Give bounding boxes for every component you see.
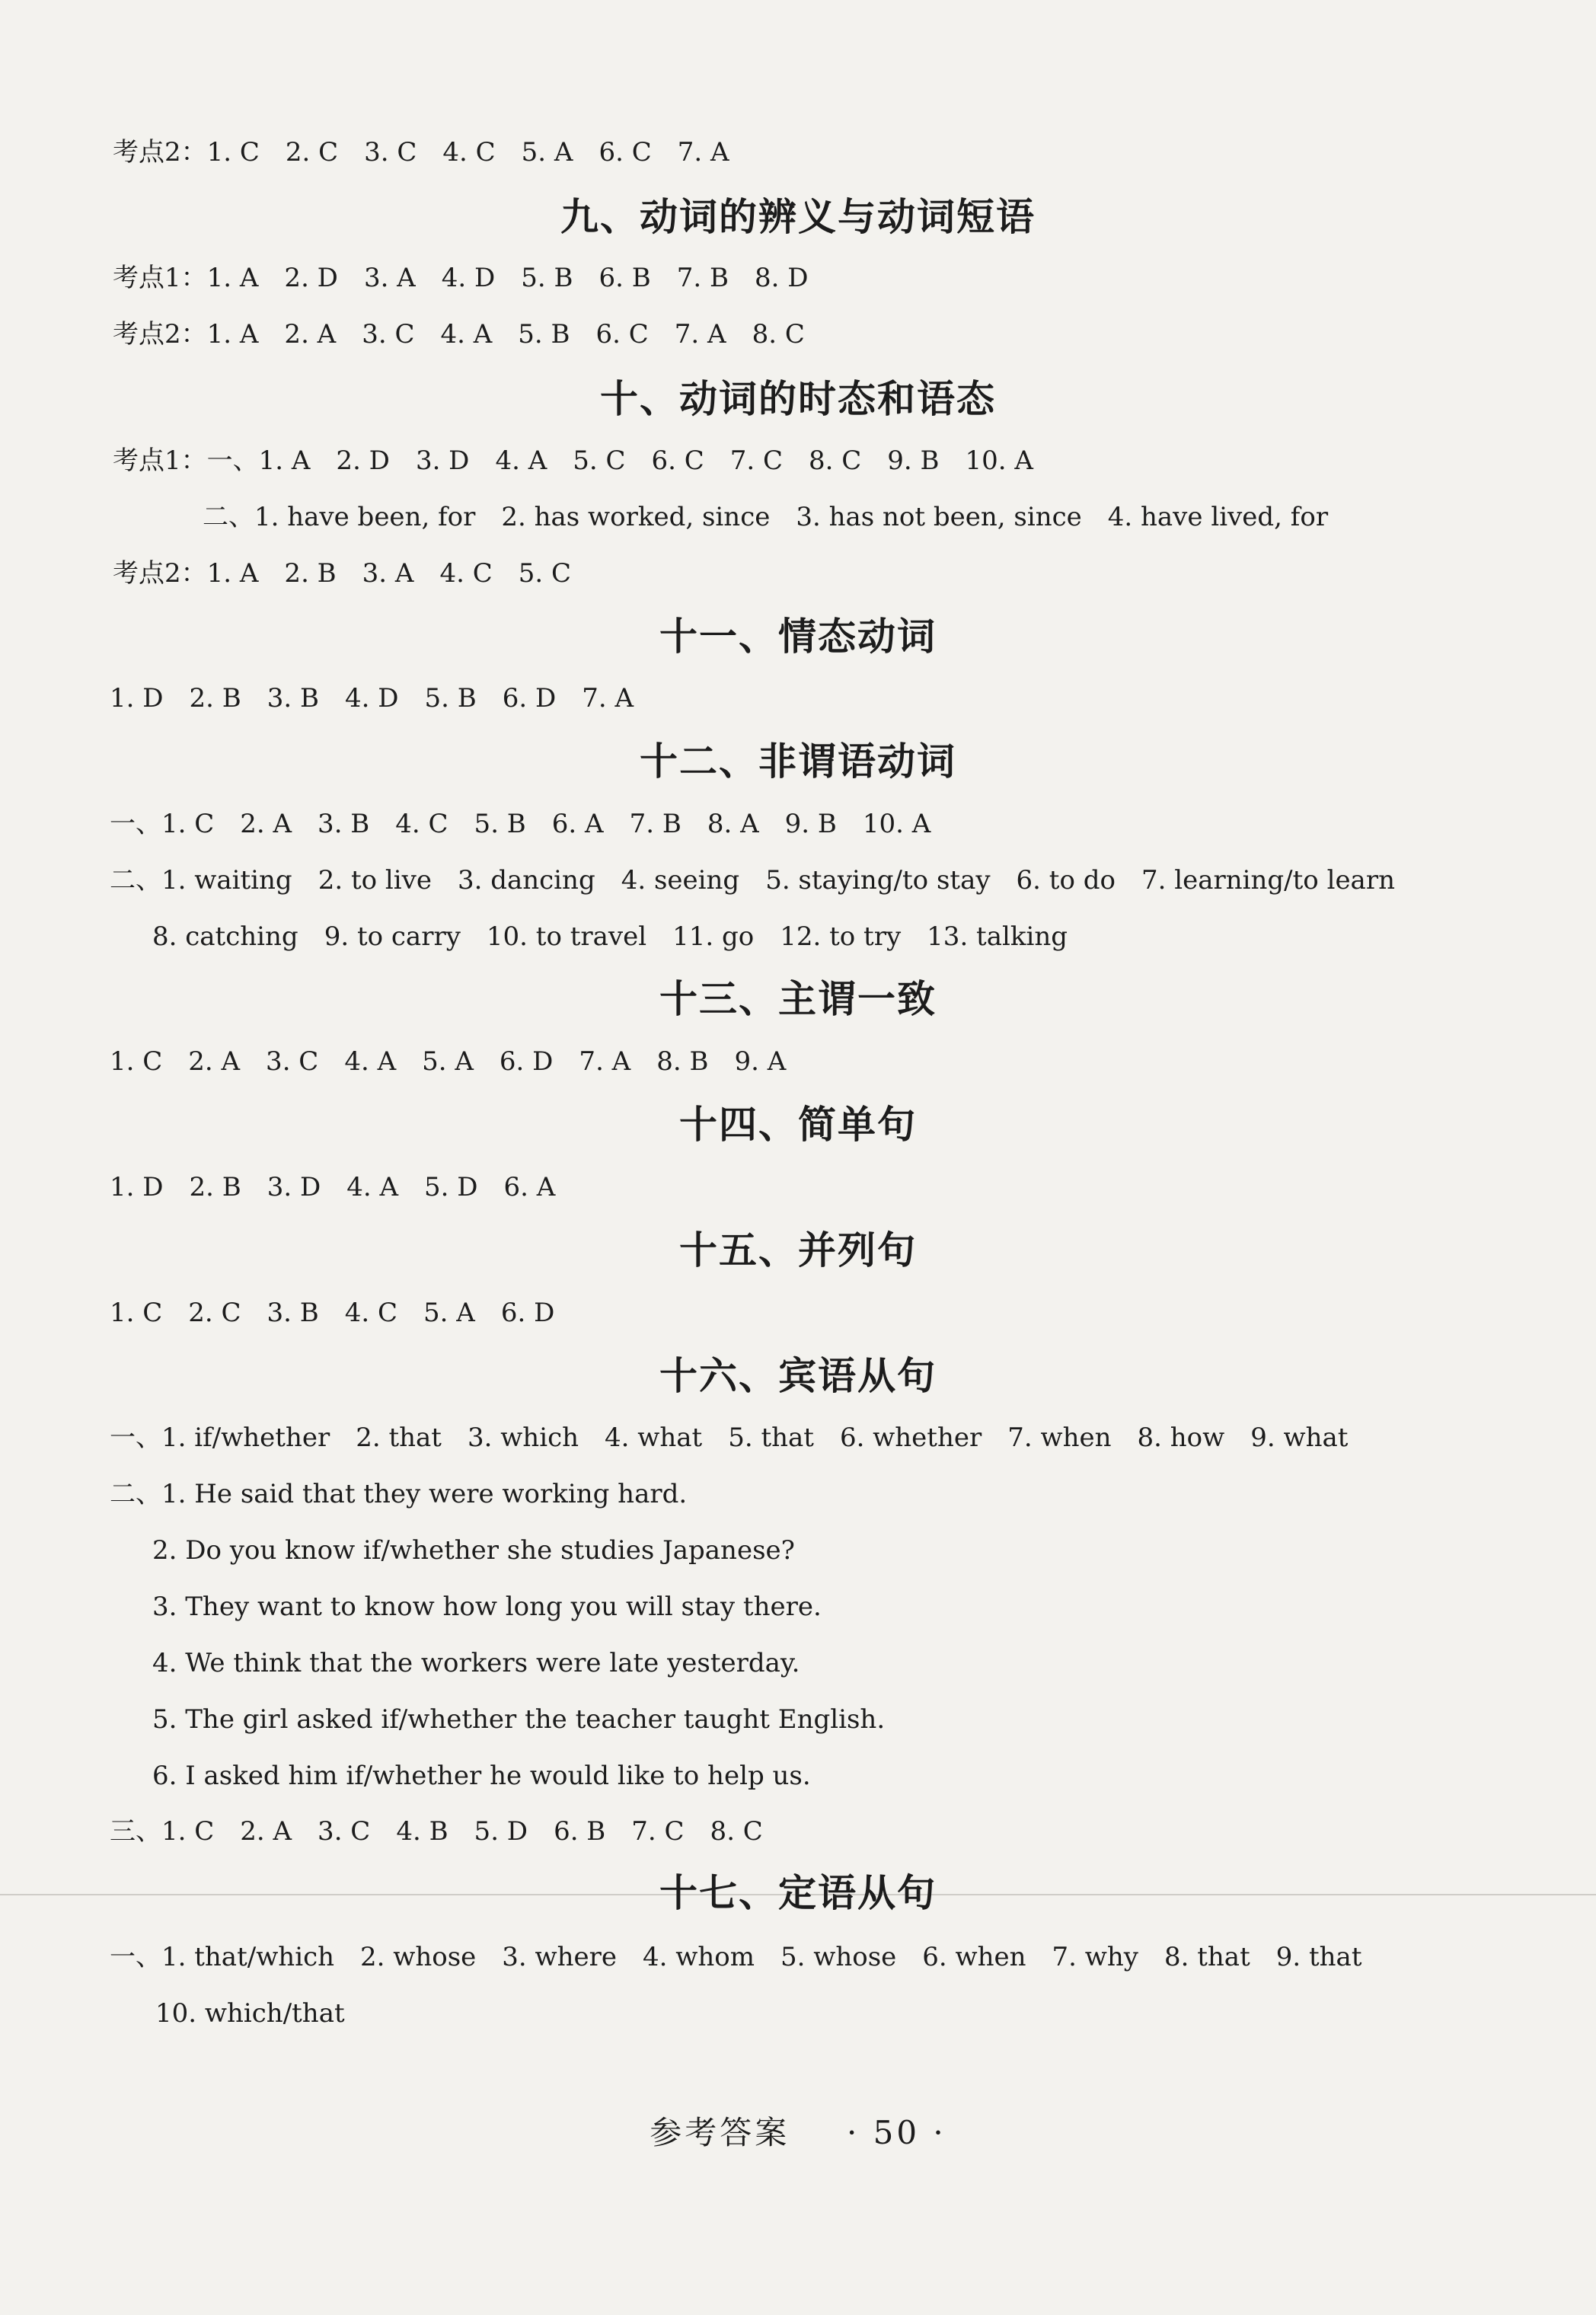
answer-line: 6. I asked him if/whether he would like to help us. [152, 1761, 811, 1791]
section-heading: 十六、宾语从句 [659, 1354, 937, 1398]
answer-line: 三、1. C 2. A 3. C 4. B 5. D 6. B 7. C 8. C [110, 1816, 763, 1847]
answer-line: 一、1. that/which 2. whose 3. where 4. whom 5. whose 6. when 7. why 8. that 9. that [110, 1942, 1362, 1972]
footer-title: 参考答案 [650, 2114, 790, 2151]
section-heading: 十五、并列句 [679, 1228, 917, 1272]
section-heading: 十三、主谓一致 [659, 977, 937, 1021]
section-heading: 十七、定语从句 [659, 1871, 937, 1915]
answer-line: 1. C 2. A 3. C 4. A 5. A 6. D 7. A 8. B 9. A [110, 1046, 787, 1077]
answer-line: 考点2：1. A 2. B 3. A 4. C 5. C [113, 558, 571, 589]
answer-line: 考点2：1. A 2. A 3. C 4. A 5. B 6. C 7. A 8. C [113, 319, 805, 350]
answer-line: 2. Do you know if/whether she studies Japanese? [152, 1535, 795, 1566]
answer-line: 8. catching 9. to carry 10. to travel 11. go 12. to try 13. talking [152, 921, 1068, 952]
page-footer [0, 2114, 1596, 2152]
section-heading: 十四、简单句 [679, 1103, 917, 1147]
answer-line: 4. We think that the workers were late yesterday. [152, 1648, 800, 1678]
answer-line: 一、1. C 2. A 3. B 4. C 5. B 6. A 7. B 8. A 9. B 10. A [110, 809, 931, 839]
section-heading: 十、动词的时态和语态 [600, 377, 996, 421]
answer-line: 5. The girl asked if/whether the teacher taught English. [152, 1704, 886, 1735]
answer-line: 考点1：1. A 2. D 3. A 4. D 5. B 6. B 7. B 8. D [113, 263, 809, 293]
page-number: · 50 · [846, 2114, 946, 2151]
answer-line: 1. D 2. B 3. D 4. A 5. D 6. A [110, 1172, 556, 1202]
answer-line: 考点2：1. C 2. C 3. C 4. C 5. A 6. C 7. A [113, 137, 729, 168]
answer-line: 1. D 2. B 3. B 4. D 5. B 6. D 7. A [110, 683, 634, 714]
answer-line: 1. C 2. C 3. B 4. C 5. A 6. D [110, 1298, 555, 1328]
answer-line: 3. They want to know how long you will stay there. [152, 1592, 822, 1622]
answer-line: 一、1. if/whether 2. that 3. which 4. what 5. that 6. whether 7. when 8. how 9. what [110, 1423, 1349, 1453]
section-heading: 十一、情态动词 [659, 615, 937, 659]
section-heading: 十二、非谓语动词 [640, 739, 956, 784]
answer-line: 二、1. have been, for 2. has worked, since 3. has not been, since 4. have lived, for [203, 502, 1329, 532]
section-heading: 九、动词的辨义与动词短语 [560, 195, 1036, 239]
answer-line: 二、1. waiting 2. to live 3. dancing 4. seeing 5. staying/to stay 6. to do 7. learning/to learn [110, 865, 1395, 896]
answer-line: 10. which/that [155, 1998, 345, 2029]
answer-line: 二、1. He said that they were working hard. [110, 1479, 688, 1509]
answer-line: 考点1：一、1. A 2. D 3. D 4. A 5. C 6. C 7. C 8. C 9. B 10. A [113, 445, 1033, 476]
